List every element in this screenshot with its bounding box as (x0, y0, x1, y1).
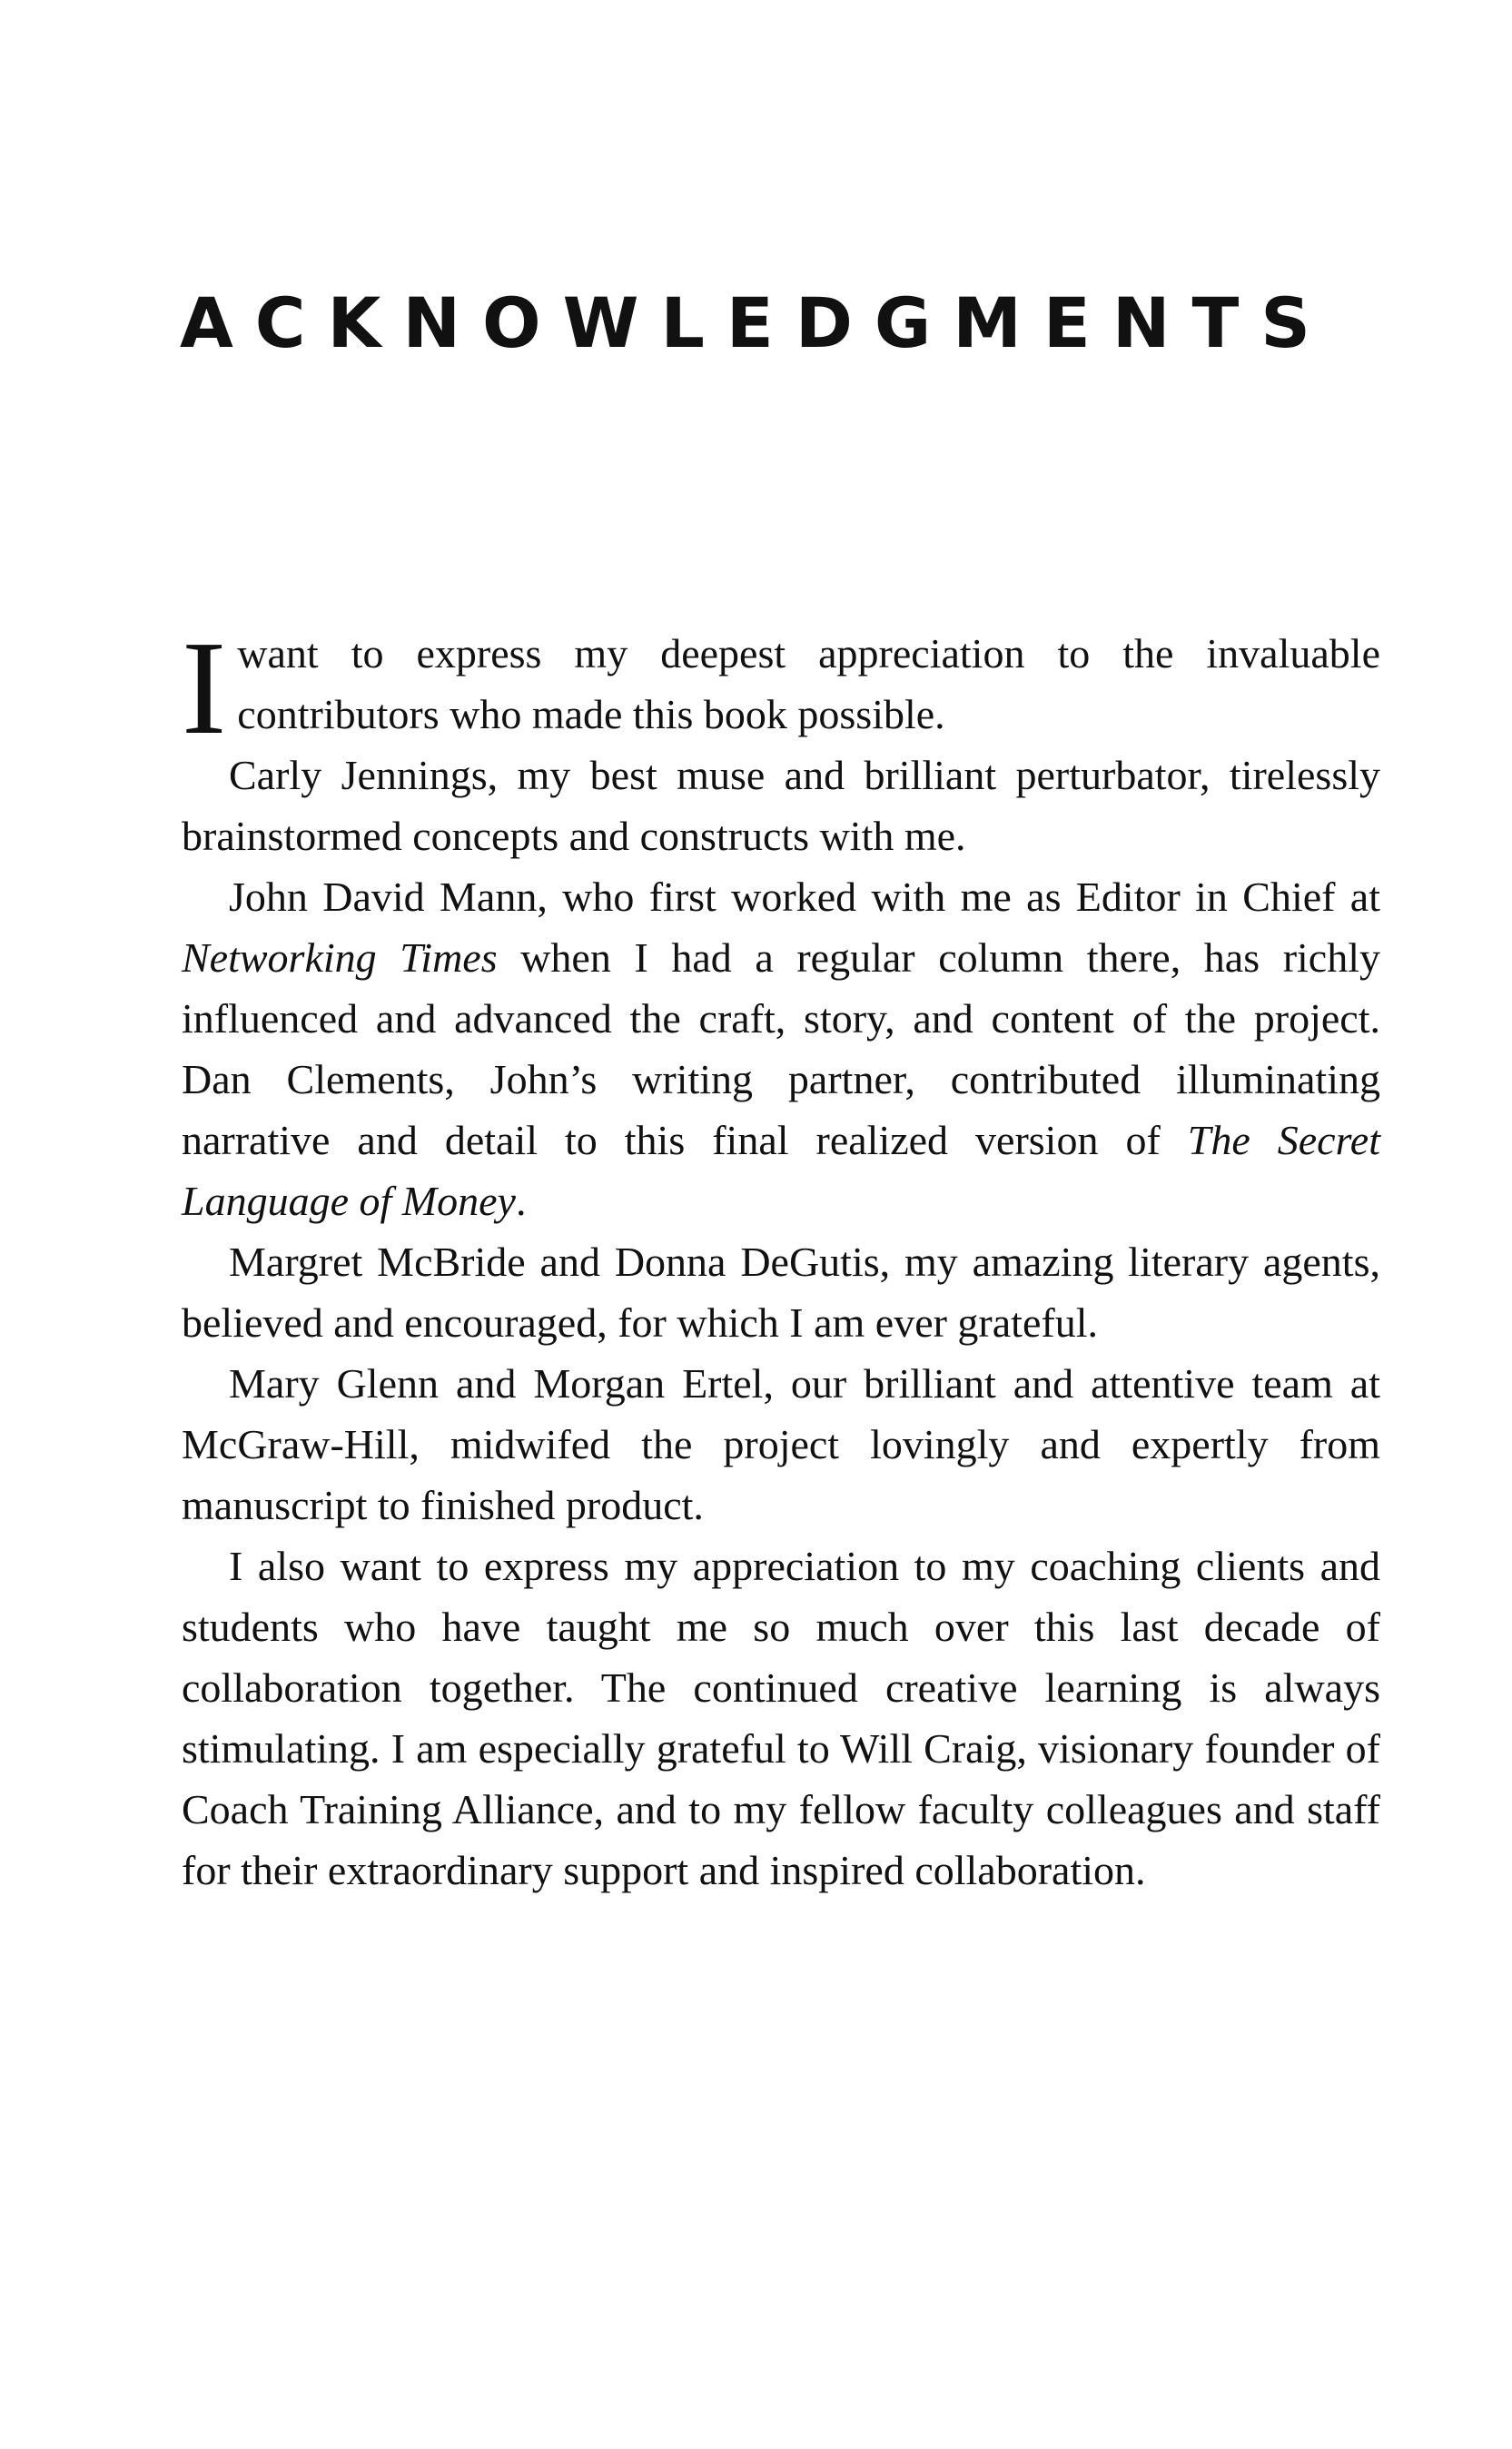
drop-cap: I (182, 614, 227, 763)
paragraph-1 (182, 614, 1380, 763)
paragraph-4: Margret McBride and Donna DeGutis, my amazing literary agents, believed and encouraged, for which I am ever grateful. (182, 1239, 1380, 1346)
paragraph-3-text-b: when I had a regular column there, has richly influenced and advanced the craft, story, and content of the project. Dan Clements, John’s writing partner, contributed illuminating narrative and detail to this final realized version of (182, 934, 1380, 1163)
paragraph-6: I also want to express my appreciation to my coaching clients and students who have taught me so much over this last decade of collaboration together. The continued creative learning is always stimulating. I am especially grateful to Will Craig, visionary founder of Coach Training Alliance, and to my fellow faculty colleagues and staff for their extraordinary support and inspired collaboration. (182, 1543, 1380, 1893)
acknowledgments-body (182, 614, 1380, 1901)
paragraph-2: Carly Jennings, my best muse and brilliant perturbator, tirelessly brainstormed concepts and constructs with me. (182, 752, 1380, 859)
paragraph-5: Mary Glenn and Morgan Ertel, our brilliant and attentive team at McGraw-Hill, midwifed the project lovingly and expertly from manuscript to finished product. (182, 1360, 1380, 1528)
paragraph-3 (182, 866, 1380, 1231)
book-title: The Secret Language of Money (182, 1117, 1380, 1224)
paragraph-1-text: want to express my deepest appreciation to the invaluable contributors who made this book possible. (237, 630, 1380, 737)
page-title: ACKNOWLEDGMENTS (179, 282, 1333, 363)
publication-title-networking-times: Networking Times (182, 934, 498, 981)
paragraph-3-text-c: . (515, 1178, 527, 1224)
paragraph-3-text-a: John David Mann, who first worked with me as Editor in Chief at (229, 874, 1380, 920)
